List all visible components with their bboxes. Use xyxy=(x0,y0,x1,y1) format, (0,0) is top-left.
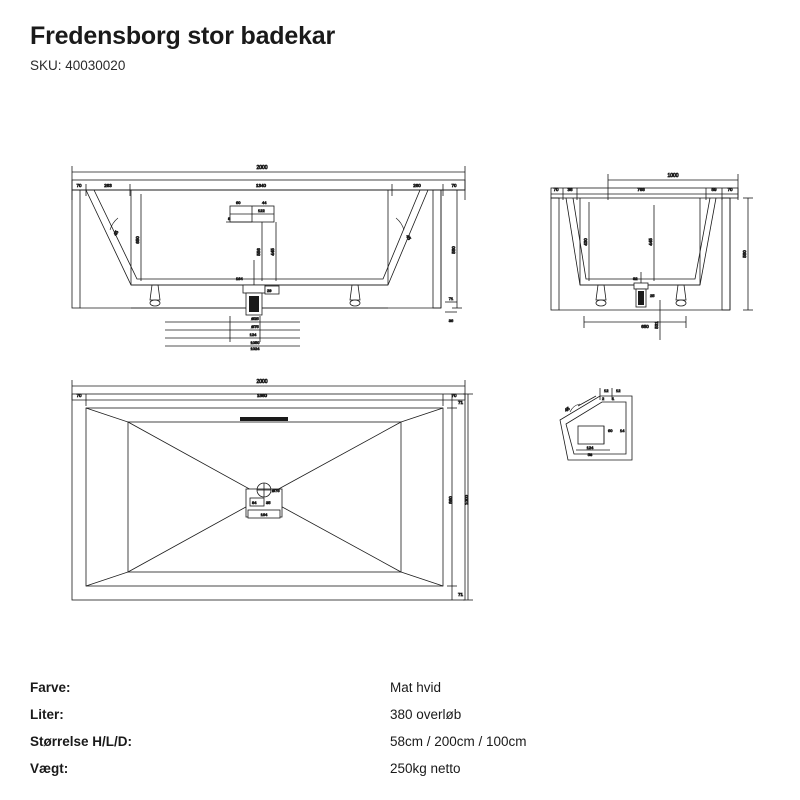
spec-label: Størrelse H/L/D: xyxy=(30,734,133,749)
drawing-canvas xyxy=(0,100,800,640)
dim-front-drain-d2: Ø75 xyxy=(251,324,259,329)
dim-front-foot-mark: 71 xyxy=(448,296,454,301)
specifications-table xyxy=(30,680,770,788)
dim-side-left-edge: 70 xyxy=(553,187,559,192)
dim-front-angle-right: 45 xyxy=(405,234,412,241)
dim-detail-tag-7: 124 xyxy=(586,445,594,450)
dim-side-inner-width: 768 xyxy=(637,187,645,192)
dim-front-inner-height: 650 xyxy=(135,236,140,244)
dim-detail-tag-1: 12 xyxy=(604,388,609,393)
dim-side-tag-small: 32 xyxy=(633,276,638,281)
side-elevation-view xyxy=(551,173,753,340)
spec-value: 380 overløb xyxy=(390,707,462,722)
dim-front-drain-base2: 1024 xyxy=(250,346,260,351)
dim-side-wall-height: 445 xyxy=(648,238,653,246)
dim-front-drain-d: Ø25 xyxy=(251,316,259,321)
dim-front-foot-height: 36 xyxy=(448,318,454,323)
dim-front-wall-height: 445 xyxy=(270,248,275,256)
spec-row-size xyxy=(30,734,770,761)
dim-detail-tag-4: 1 xyxy=(612,396,615,401)
dim-front-drain-base: 1050 xyxy=(250,340,260,345)
top-view xyxy=(72,379,473,600)
dim-side-right-offset: 59 xyxy=(711,187,717,192)
dim-side-overall-height: 580 xyxy=(742,250,747,258)
dim-top-bottom-margin: 71 xyxy=(458,592,464,597)
dim-top-left-edge: 70 xyxy=(76,393,82,398)
dim-detail-tag-5: 60 xyxy=(608,428,613,433)
dim-top-inner-width: 1860 xyxy=(256,393,268,398)
dim-front-small-top: 60 xyxy=(236,200,241,205)
spec-label: Vægt: xyxy=(30,761,69,776)
dim-detail-tag-8: 58 xyxy=(587,452,593,457)
dim-side-inner-height: 430 xyxy=(583,238,588,246)
dim-side-base-width: 650 xyxy=(641,324,649,329)
dim-top-drain-width: 164 xyxy=(260,512,268,517)
dim-top-overall-depth: 1000 xyxy=(464,494,469,506)
product-sku: SKU: 40030020 xyxy=(30,58,126,73)
dim-front-angle-left: 45 xyxy=(112,229,120,237)
spec-row-liters xyxy=(30,707,770,734)
dim-front-drain-width: 164 xyxy=(236,276,243,281)
dim-front-drain-pipe: 124 xyxy=(249,332,257,337)
dim-detail-tag-2: 12 xyxy=(616,388,621,393)
dim-front-small-right: 122 xyxy=(258,208,265,213)
spec-row-color xyxy=(30,680,770,707)
spec-row-weight xyxy=(30,761,770,788)
dim-top-drain-center: Ø75 xyxy=(272,488,280,493)
dim-front-right-offset: 260 xyxy=(413,183,421,188)
technical-drawing xyxy=(0,100,800,640)
dim-side-right-edge: 70 xyxy=(727,187,733,192)
dim-detail-angle: 45 xyxy=(563,405,571,413)
spec-label: Farve: xyxy=(30,680,71,695)
dim-top-margin: 71 xyxy=(458,400,464,405)
dim-side-base-height: 531 xyxy=(654,321,659,329)
page-title: Fredensborg stor badekar xyxy=(30,22,336,50)
dim-top-overall-width: 2000 xyxy=(256,379,268,385)
dim-side-tag-small2: 25 xyxy=(650,293,655,298)
dim-side-overall-width: 1000 xyxy=(667,173,679,179)
dim-top-inner-depth: 860 xyxy=(448,496,453,504)
dim-detail-tag-6: 14 xyxy=(620,428,625,433)
dim-front-left-offset: 263 xyxy=(104,183,112,188)
dim-front-slope-height: 556 xyxy=(256,248,261,256)
dim-top-right-edge: 70 xyxy=(451,393,457,398)
front-elevation-view xyxy=(72,165,465,351)
dim-front-small-left: 8 xyxy=(228,216,231,221)
dim-top-drain-tag: 84 xyxy=(252,500,257,505)
spec-value: 250kg netto xyxy=(390,761,461,776)
dim-side-left-offset: 36 xyxy=(567,187,573,192)
dim-front-small-top2: 44 xyxy=(262,200,267,205)
spec-label: Liter: xyxy=(30,707,64,722)
dim-front-left-edge: 70 xyxy=(76,183,82,188)
dim-front-overall-height: 580 xyxy=(451,246,456,254)
spec-value: Mat hvid xyxy=(390,680,442,695)
corner-detail-view xyxy=(560,388,632,460)
dim-detail-tag-3: 2 xyxy=(602,396,605,401)
dim-front-overall-width: 2000 xyxy=(256,165,268,171)
spec-value: 58cm / 200cm / 100cm xyxy=(390,734,527,749)
dim-front-right-edge: 70 xyxy=(451,183,457,188)
dim-top-drain-tag2: 35 xyxy=(266,500,271,505)
dim-front-inner-width: 1340 xyxy=(255,183,267,188)
dim-front-tag-29: 29 xyxy=(267,288,272,293)
